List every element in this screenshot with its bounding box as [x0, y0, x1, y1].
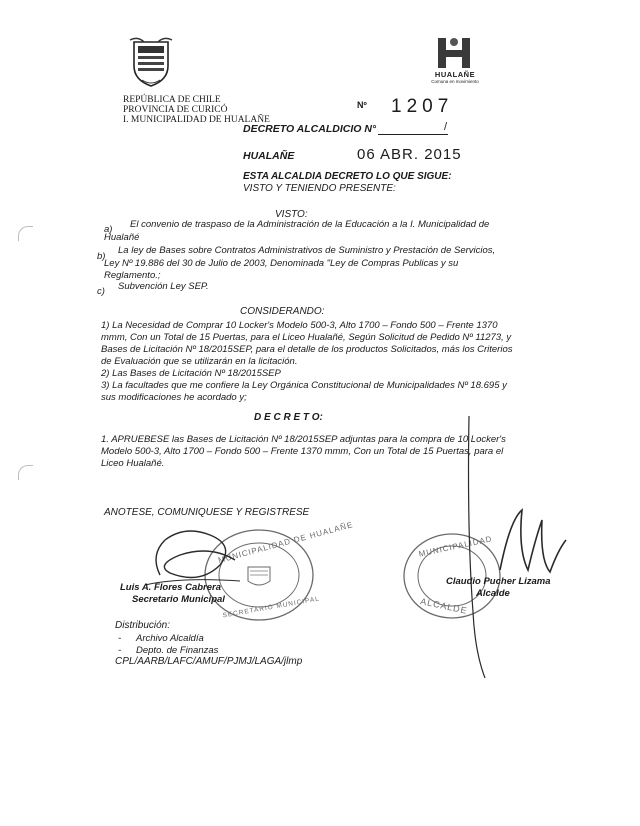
- header-province: PROVINCIA DE CURICÓ: [123, 105, 228, 115]
- pen-stroke-line-icon: [455, 412, 495, 682]
- visto-a-line2: Hualañé: [104, 232, 140, 243]
- visto-b-label: b): [97, 251, 106, 262]
- considerando-heading: CONSIDERANDO:: [240, 306, 325, 317]
- distribution-item-2: Depto. de Finanzas: [136, 645, 219, 656]
- right-stamp-bottom: ALCALDE: [419, 596, 469, 616]
- distribution-heading: Distribución:: [115, 620, 171, 631]
- municipal-coat-of-arms-icon: [128, 36, 174, 88]
- decree-place: HUALAÑE: [243, 150, 295, 162]
- left-stamp-text: MUNICIPALIDAD DE HUALAÑE: [217, 520, 355, 565]
- right-logo-text: HUALAÑE: [434, 70, 476, 79]
- decreto-heading: D E C R E T O:: [254, 412, 323, 423]
- decree-date-stamp: 06 ABR. 2015: [357, 146, 462, 163]
- closing-statement: ANOTESE, COMUNIQUESE Y REGISTRESE: [104, 507, 310, 518]
- decree-title-label: DECRETO ALCALDICIO N°: [243, 123, 377, 135]
- distribution-item-1: Archivo Alcaldía: [136, 633, 204, 644]
- decreto-line-2: Modelo 500-3, Alto 1700 – Fondo 500 – Frente 1370 mmm, Con un Total de 15 Puertas, para el: [101, 446, 504, 457]
- hualane-logo-icon: [434, 34, 474, 72]
- secretary-name: Luis A. Flores Cabrera: [120, 582, 222, 593]
- considerando-line-5: 2) Las Bases de Licitación Nº 18/2015SEP: [101, 368, 281, 379]
- punch-hole-mark: [18, 465, 33, 480]
- decree-number: 1207: [391, 96, 454, 117]
- decree-number-slash: /: [444, 121, 448, 133]
- visto-a-line1: El convenio de traspaso de la Administración de la Educación a la I. Municipalidad de: [130, 219, 490, 230]
- distribution-bullet: -: [118, 633, 122, 644]
- visto-c-label: c): [97, 286, 105, 297]
- punch-hole-mark: [18, 226, 33, 241]
- considerando-line-6: 3) La facultades que me confiere la Ley Orgánica Constitucional de Municipalidades Nº 18.695 y: [101, 380, 507, 391]
- considerando-line-2: mmm, Con un Total de 15 Puertas, para el Liceo Hualañé, Según Solicitud de Pedido Nº 11273, y: [101, 332, 512, 343]
- right-logo-tagline: Comuna en movimiento: [431, 79, 479, 84]
- decree-intro-line1: ESTA ALCALDIA DECRETO LO QUE SIGUE:: [243, 171, 452, 182]
- decreto-line-3: Liceo Hualañé.: [101, 458, 165, 469]
- visto-b-line1: La ley de Bases sobre Contratos Administrativos de Suministro y Prestación de Servicios,: [118, 245, 496, 256]
- decree-intro-line2: VISTO Y TENIENDO PRESENTE:: [243, 183, 396, 194]
- visto-a-label: a): [104, 224, 113, 235]
- visto-b-line2: Ley Nº 19.886 del 30 de Julio de 2003, Denominada "Ley de Compras Publicas y su: [104, 258, 459, 269]
- considerando-line-4: de Evaluación que se utilizarán en la licitación.: [101, 356, 298, 367]
- distribution-initials: CPL/AARB/LAFC/AMUF/PJMJ/LAGA/jlmp: [115, 656, 303, 667]
- header-municipality: I. MUNICIPALIDAD DE HUALAÑE: [123, 115, 270, 125]
- visto-b-line3: Reglamento.;: [104, 270, 161, 281]
- decree-number-line: [378, 134, 448, 135]
- considerando-line-3: Bases de Licitación Nº 18/2015SEP, para el detalle de los productos Solicitados, más los Criterios: [101, 344, 513, 355]
- left-stamp-bottom: SECRETARIO MUNICIPAL: [222, 595, 321, 620]
- distribution-bullet: -: [118, 645, 122, 656]
- header-republic: REPÚBLICA DE CHILE: [123, 95, 221, 105]
- secretary-title: Secretario Municipal: [132, 594, 225, 605]
- mayor-title: Alcalde: [476, 588, 510, 599]
- decreto-line-1: 1. APRUEBESE las Bases de Licitación Nº 18/2015SEP adjuntas para la compra de 10 Locker's: [101, 434, 506, 445]
- right-stamp-text: MUNICIPALIDAD: [417, 534, 494, 559]
- visto-heading: VISTO:: [275, 209, 308, 220]
- decree-number-prefix: Nº: [357, 100, 367, 110]
- considerando-line-1: 1) La Necesidad de Comprar 10 Locker's Modelo 500-3, Alto 1700 – Fondo 500 – Frente 1370: [101, 320, 498, 331]
- visto-c-line1: Subvención Ley SEP.: [118, 281, 209, 292]
- considerando-line-7: sus modificaciones he acordado y;: [101, 392, 247, 403]
- mayor-name: Claudio Pucher Lizama: [446, 576, 551, 587]
